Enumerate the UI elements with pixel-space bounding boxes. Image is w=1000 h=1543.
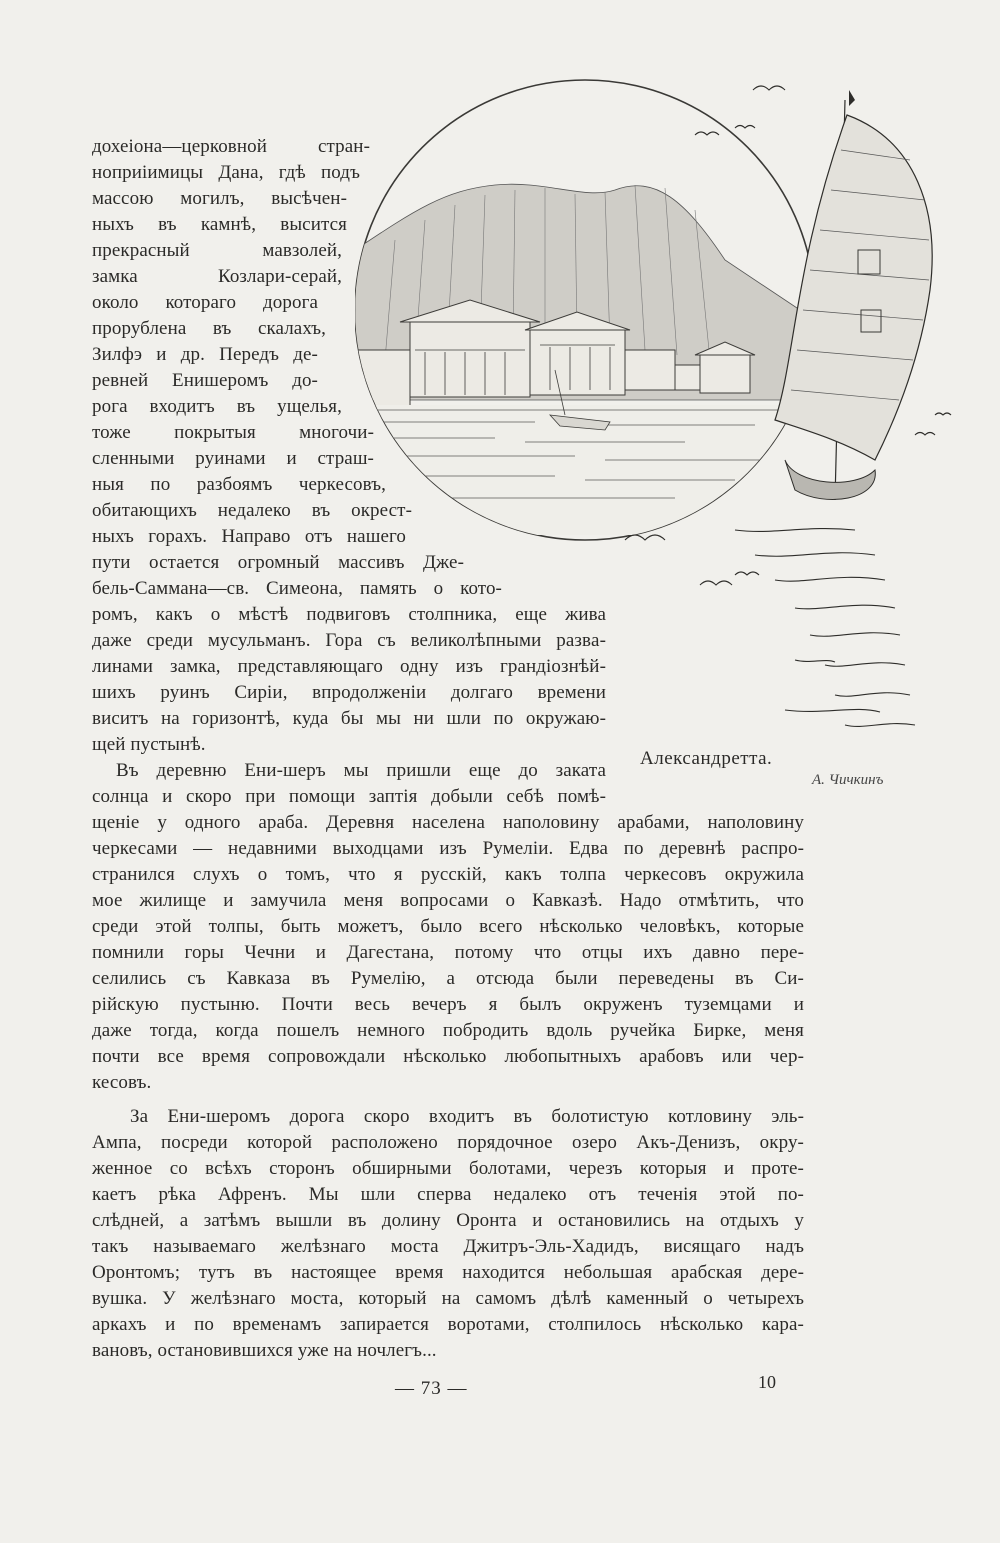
text-line: солнца и скоро при помощи заптія добыли себѣ помѣ- <box>92 786 606 807</box>
text-line: черкесами — недавними выходцами изъ Румеліи. Едва по деревнѣ распро- <box>92 838 804 859</box>
text-line: помнили горы Чечни и Дагестана, потому что отцы ихъ давно пере- <box>92 942 804 963</box>
water-reflections <box>735 529 915 727</box>
text-line: пути остается огромный массивъ Дже- <box>92 552 464 573</box>
text-line: щеніе у одного араба. Деревня населена наполовину арабами, наполовину <box>92 812 804 833</box>
text-line: линами замка, представляющаго одну изъ грандіознѣй- <box>92 656 606 677</box>
text-line: рога входитъ въ ущелья, <box>92 396 342 417</box>
text-line: массою могилъ, высѣчен- <box>92 188 347 209</box>
text-line: дохеіона—церковной стран- <box>92 136 370 157</box>
text-line: ноприіимицы Дана, гдѣ подъ <box>92 162 360 183</box>
text-line: среди этой толпы, быть можетъ, было всего нѣсколько человѣкъ, которые <box>92 916 804 937</box>
text-line: такъ называемаго желѣзнаго моста Джитръ-Эль-Хадидъ, висящаго надъ <box>92 1236 804 1257</box>
text-line: Въ деревню Ени-шеръ мы пришли еще до заката <box>116 760 606 781</box>
text-line: женное со всѣхъ сторонъ обширными болотами, черезъ которыя и проте- <box>92 1158 804 1179</box>
text-line: слѣдней, а затѣмъ вышли въ долину Оронта и остановились на отдыхъ у <box>92 1210 804 1231</box>
text-line: Оронтомъ; тутъ въ настоящее время находится небольшая арабская дере- <box>92 1262 804 1283</box>
text-line: аркахъ и по временамъ запирается воротами, столпилось нѣсколько кара- <box>92 1314 804 1335</box>
text-line: рійскую пустыню. Почти весь вечеръ я былъ окруженъ туземцами и <box>92 994 804 1015</box>
text-line: вановъ, остановившихся уже на ночлегъ... <box>92 1340 437 1361</box>
text-line: бель-Саммана—св. Симеона, память о кото- <box>92 578 502 599</box>
text-line: около котораго дорога <box>92 292 318 313</box>
page-number: — 73 — <box>395 1378 468 1399</box>
text-line: За Ени-шеромъ дорога скоро входитъ въ болотистую котловину эль- <box>130 1106 804 1127</box>
text-line: каетъ рѣка Афренъ. Мы шли сперва недалеко отъ теченія этой по- <box>92 1184 804 1205</box>
text-line: обитающихъ недалеко въ окрест- <box>92 500 412 521</box>
sailing-boat <box>775 90 932 500</box>
text-line: селились съ Кавказа въ Румелію, а отсюда были переведены въ Си- <box>92 968 804 989</box>
text-line: ныхъ горахъ. Направо отъ нашего <box>92 526 406 547</box>
artist-signature: А. Чичкинъ <box>812 772 884 788</box>
text-line: ныхъ въ камнѣ, высится <box>92 214 347 235</box>
sheet-number: 10 <box>758 1372 776 1392</box>
text-line: даже тогда, когда пошелъ немного побродить вдоль ручейка Бирке, меня <box>92 1020 804 1041</box>
text-line: прорублена въ скалахъ, <box>92 318 326 339</box>
text-line: кесовъ. <box>92 1072 152 1093</box>
text-line: вушка. У желѣзнаго моста, который на самомъ дѣлѣ каменный о четырехъ <box>92 1288 804 1309</box>
text-line: Ампа, посреди которой расположено порядочное озеро Акъ-Денизъ, окру- <box>92 1132 804 1153</box>
text-line: ромъ, какъ о мѣстѣ подвиговъ столпника, еще жива <box>92 604 606 625</box>
text-line: мое жилище и замучила меня вопросами о Кавказѣ. Надо отмѣтить, что <box>92 890 804 911</box>
text-line: даже среди мусульманъ. Гора съ великолѣпными развa- <box>92 630 606 651</box>
text-line: щей пустынѣ. <box>92 734 206 755</box>
text-line: прекрасный мавзолей, <box>92 240 342 261</box>
text-line: замка Козлари-серай, <box>92 266 342 287</box>
text-line: Зилфэ и др. Передъ де- <box>92 344 318 365</box>
text-line: виситъ на горизонтѣ, куда бы мы ни шли по окружаю- <box>92 708 606 729</box>
text-line: ревней Енишеромъ до- <box>92 370 318 391</box>
text-line: почти все время сопровождали нѣсколько любопытныхъ арабовъ или чер- <box>92 1046 804 1067</box>
text-line: ныя по разбоямъ черкесовъ, <box>92 474 386 495</box>
illustration-caption: Александретта. <box>640 748 773 769</box>
text-line: сленными руинами и страш- <box>92 448 374 469</box>
harbour-scene <box>355 184 815 535</box>
text-line: тоже покрытыя многочи- <box>92 422 374 443</box>
text-line: странился слухъ о томъ, что я русскій, какъ толпа черкесовъ окружила <box>92 864 804 885</box>
text-line: шихъ руинъ Сиріи, впродолженіи долгаго времени <box>92 682 606 703</box>
